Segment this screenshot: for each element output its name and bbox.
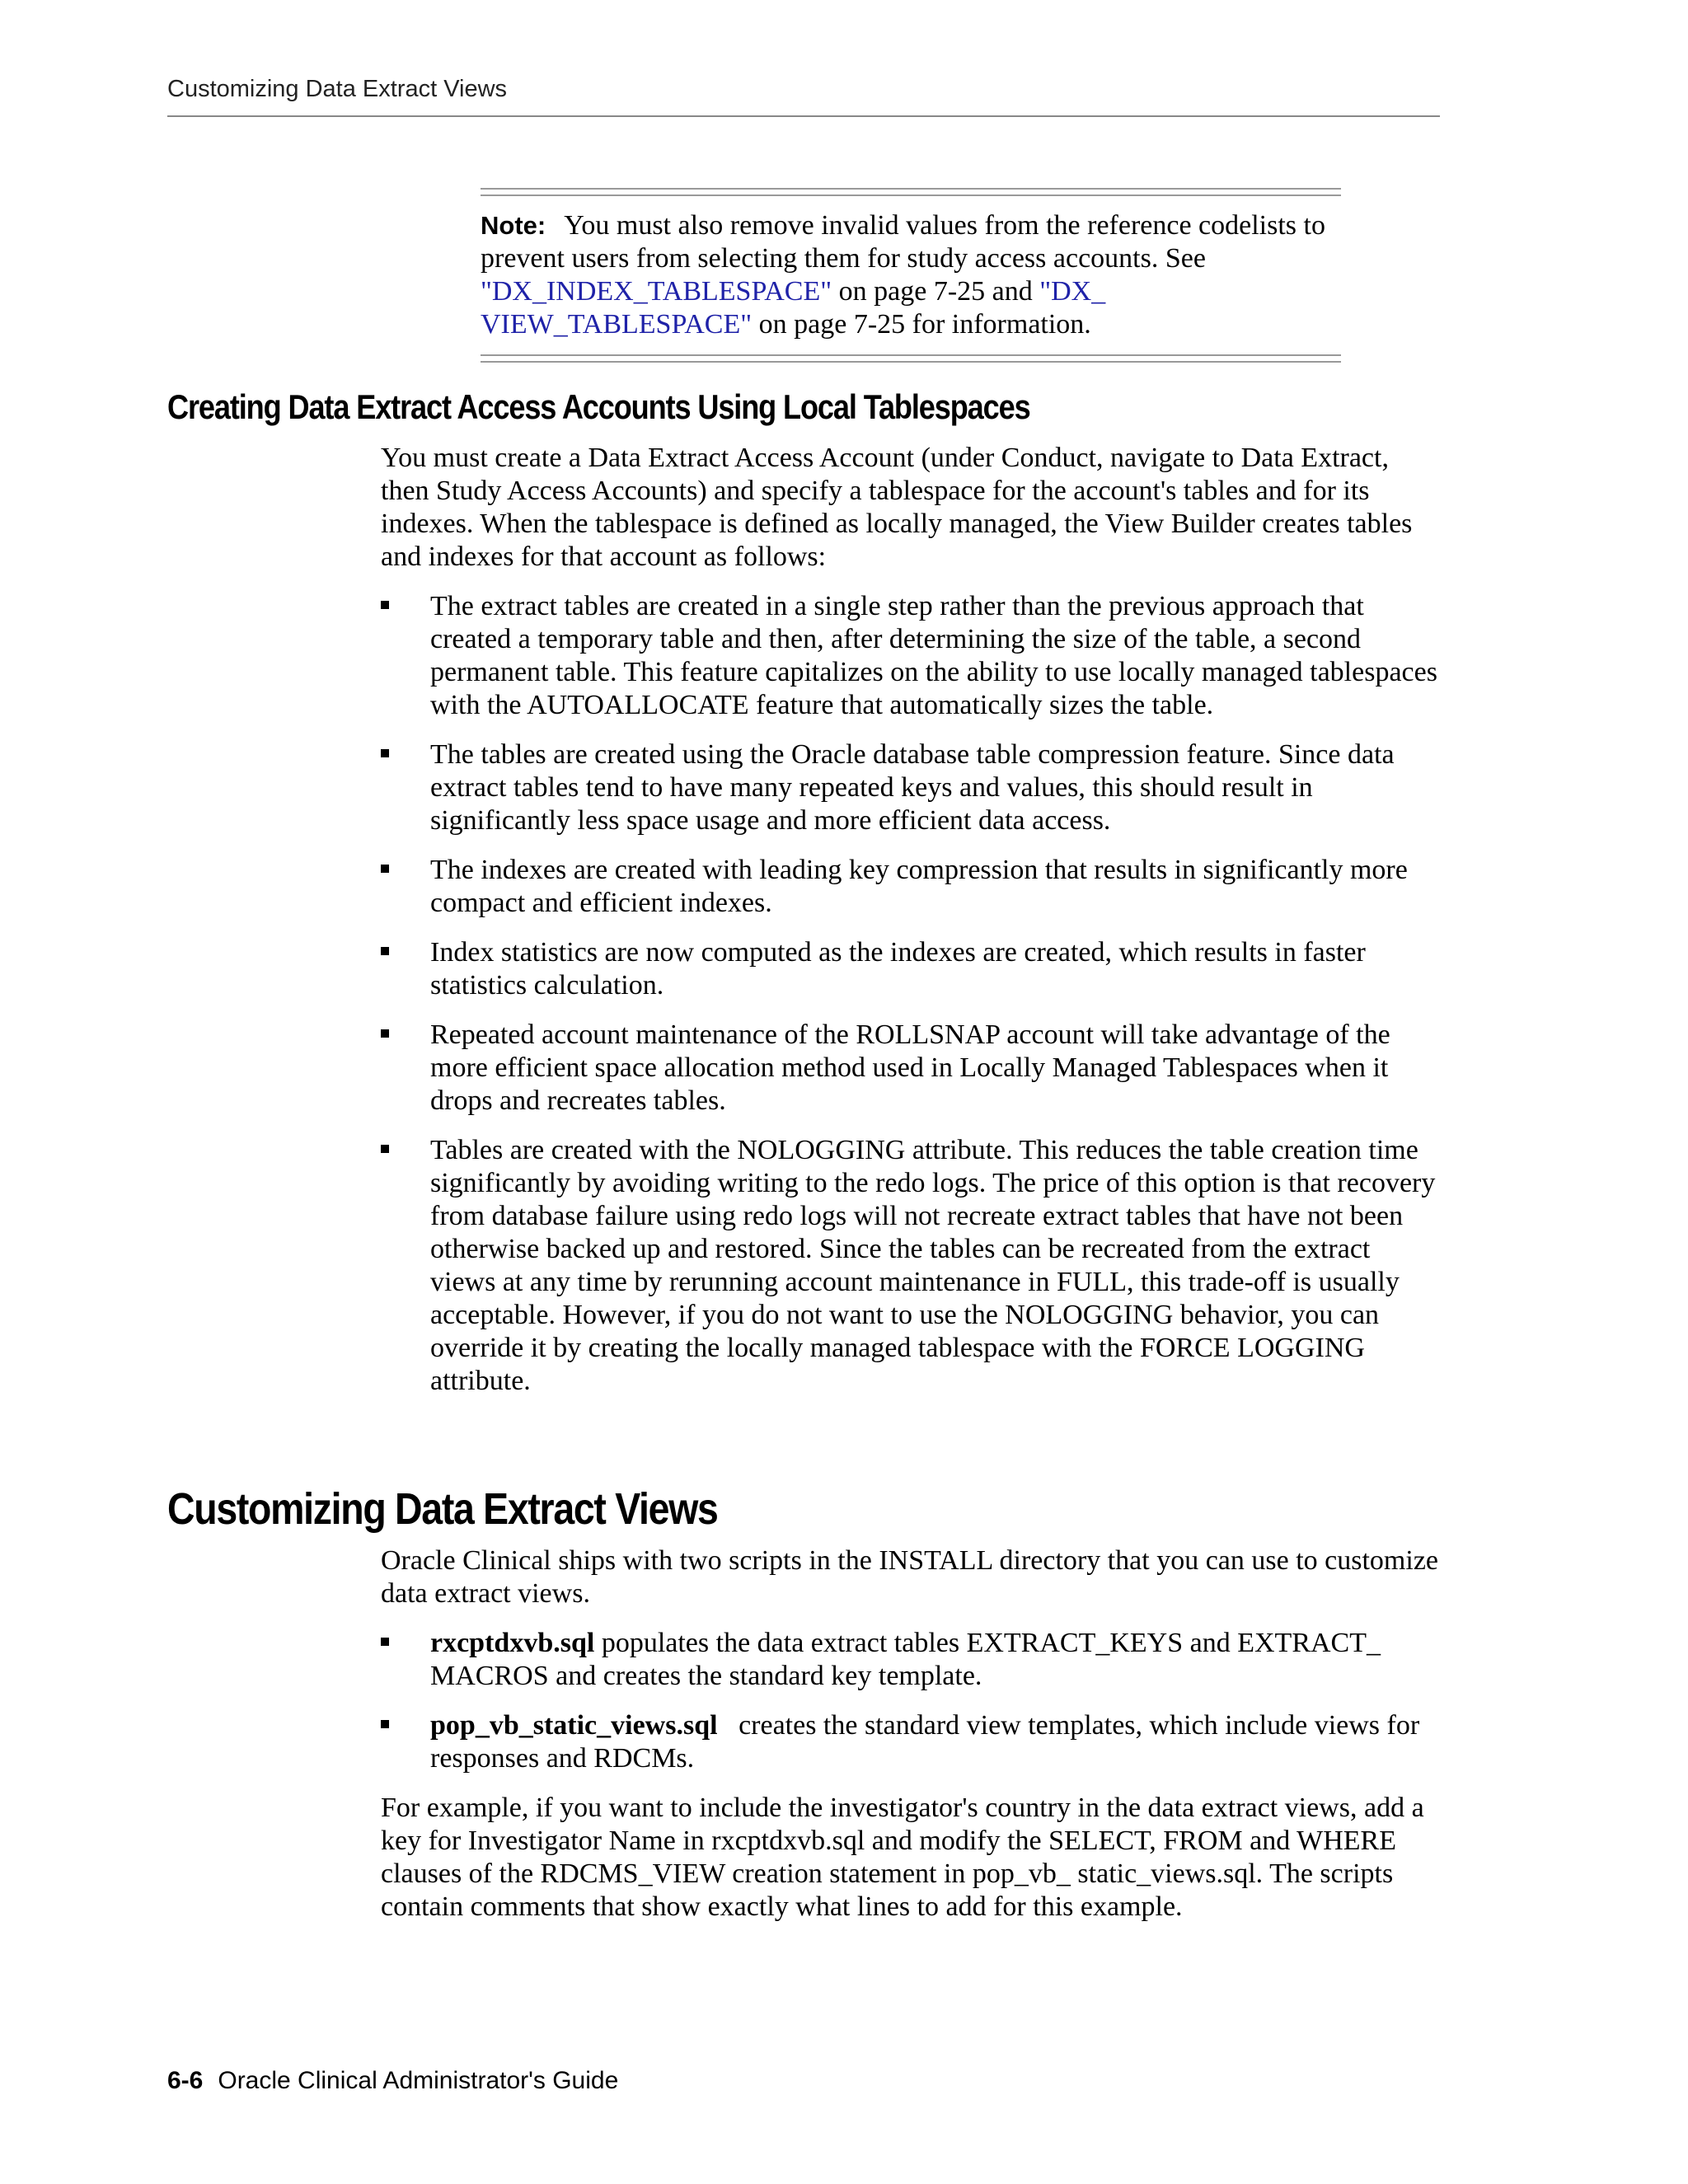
list-item-text: Tables are created with the NOLOGGING attribute. This reduces the table creation time significantly by avoiding writing to the redo logs. The price of this option is that recovery from database failure using redo logs will not recreate extract tables that have not been otherwise backed up and restored. Since the tables can be recreated from the extract views at any time by rerunning account maintenance in FULL, this trade-off is usually acceptable. However, if you do not want to use the NOLOGGING behavior, you can override it by creating the locally managed tablespace with the FORCE LOGGING attribute. — [430, 1135, 1436, 1396]
bullet-icon — [381, 1029, 389, 1038]
section-heading-local-tablespaces: Creating Data Extract Access Accounts Using Local Tablespaces — [167, 387, 1030, 426]
list-item-text: The extract tables are created in a single step rather than the previous approach that created a temporary table and then, after determining the size of the table, a second permanent table. This feature capitalizes on the ability to use locally managed tablespaces with the AUTOALLOCATE feature that automatically sizes the table. — [430, 591, 1437, 720]
list-item — [381, 854, 1440, 920]
note-top-rule — [481, 188, 1341, 196]
bullet-icon — [381, 865, 389, 873]
xref-dx-index-tablespace[interactable]: "DX_INDEX_TABLESPACE" — [481, 276, 832, 307]
xref-dx-view-tablespace[interactable]: "DX_ VIEW_TABLESPACE" — [481, 276, 1106, 340]
script-description: populates the data extract tables EXTRACT_KEYS and EXTRACT_ MACROS and creates the standard key template. — [430, 1628, 1381, 1691]
bullet-icon — [381, 749, 389, 757]
script-list — [381, 1627, 1440, 1775]
bullet-icon — [381, 1720, 389, 1728]
list-item — [381, 1019, 1440, 1118]
list-item — [381, 936, 1440, 1002]
note-box — [481, 188, 1341, 363]
list-item — [381, 738, 1440, 837]
list-item-text: The indexes are created with leading key compression that results in significantly more compact and efficient indexes. — [430, 855, 1408, 918]
list-item — [381, 590, 1440, 722]
note-text-after: on page 7-25 for information. — [752, 309, 1091, 340]
list-item-text: The tables are created using the Oracle database table compression feature. Since data extract tables tend to have many repeated keys and values, this should result in significantly less space usage and more efficient data access. — [430, 739, 1395, 836]
book-title: Oracle Clinical Administrator's Guide — [218, 2067, 619, 2094]
bullet-icon — [381, 947, 389, 955]
script-name: pop_vb_static_views.sql — [430, 1710, 718, 1741]
note-bottom-rule — [481, 354, 1341, 363]
page-number: 6-6 — [167, 2067, 204, 2094]
note-label: Note: — [481, 211, 546, 240]
note-text-before: You must also remove invalid values from the reference codelists to prevent users from selecting them for study access accounts. See — [481, 210, 1325, 274]
note-body — [481, 209, 1341, 341]
bullet-icon — [381, 1638, 389, 1646]
bullet-icon — [381, 1145, 389, 1153]
list-item-text: Repeated account maintenance of the ROLLSNAP account will take advantage of the more efficient space allocation method used in Locally Managed Tablespaces when it drops and recreates tables. — [430, 1019, 1390, 1116]
page-footer — [167, 2067, 618, 2095]
running-header: Customizing Data Extract Views — [167, 76, 508, 102]
script-name: rxcptdxvb.sql — [430, 1628, 595, 1658]
section1-content — [381, 442, 1440, 1398]
script-description: creates the standard view templates, which include views for responses and RDCMs. — [430, 1710, 1427, 1774]
section-heading-customizing-views: Customizing Data Extract Views — [167, 1484, 718, 1534]
header-rule — [167, 115, 1440, 117]
list-item — [381, 1134, 1440, 1398]
list-item — [381, 1627, 1440, 1693]
section2-intro: Oracle Clinical ships with two scripts in the INSTALL directory that you can use to customize data extract views. — [381, 1545, 1439, 1609]
list-item-text: Index statistics are now computed as the indexes are created, which results in faster statistics calculation. — [430, 937, 1366, 1001]
list-item — [381, 1709, 1440, 1775]
section2-content — [381, 1544, 1440, 1924]
section1-intro: You must create a Data Extract Access Account (under Conduct, navigate to Data Extract, then Study Access Accounts) and specify a tablespace for the account's tables and for its indexes. When the tablespace is defined as locally managed, the View Builder creates tables and indexes for that account as follows: — [381, 443, 1413, 572]
note-text-mid: on page 7-25 and — [832, 276, 1040, 307]
section1-bullet-list — [381, 590, 1440, 1398]
bullet-icon — [381, 601, 389, 609]
section2-closing: For example, if you want to include the investigator's country in the data extract views, add a key for Investigator Name in rxcptdxvb.sql and modify the SELECT, FROM and WHERE clauses of the RDCMS_VIEW creation statement in pop_vb_ static_views.sql. The scripts contain comments that show exactly what lines to add for this example. — [381, 1793, 1424, 1922]
